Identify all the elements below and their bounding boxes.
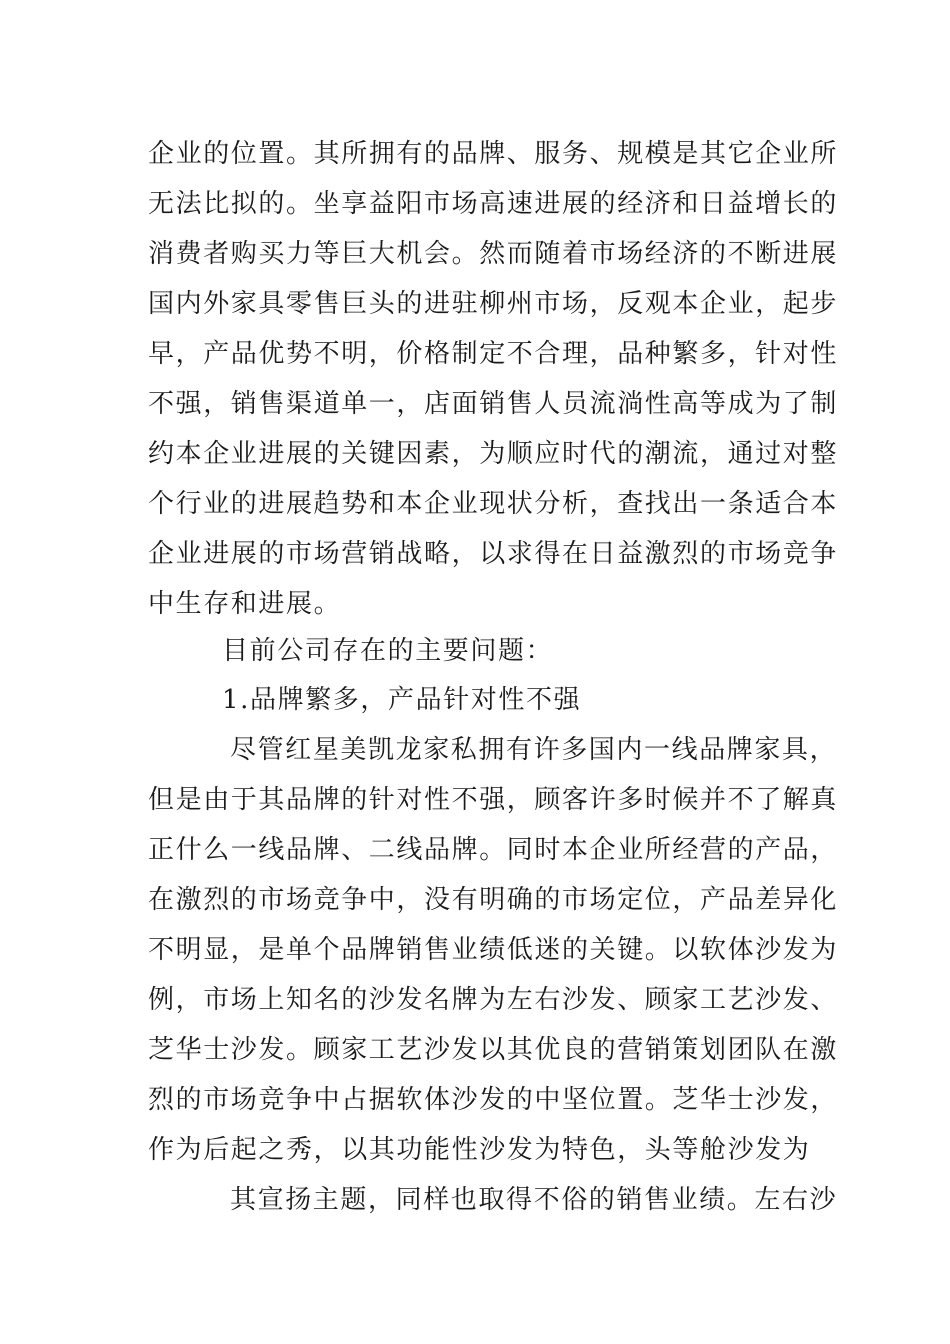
- section-heading: 目前公司存在的主要问题：: [222, 636, 554, 666]
- paragraph-line: 消费者购买力等巨大机会。然而随着市场经济的不断进展: [148, 239, 839, 269]
- paragraph-line: 约本企业进展的关键因素，为顺应时代的潮流，通过对整: [148, 439, 839, 469]
- paragraph-line: 个行业的进展趋势和本企业现状分析，查找出一条适合本: [148, 489, 839, 519]
- paragraph-line: 烈的市场竞争中占据软体沙发的中坚位置。芝华士沙发，: [148, 1085, 839, 1115]
- paragraph-line: 但是由于其品牌的针对性不强，顾客许多时候并不了解真: [148, 785, 839, 815]
- paragraph-line: 国内外家具零售巨头的进驻柳州市场，反观本企业，起步: [148, 289, 839, 319]
- paragraph-line: 不强，销售渠道单一，店面销售人员流淌性高等成为了制: [148, 389, 839, 419]
- paragraph-line: 芝华士沙发。顾家工艺沙发以其优良的营销策划团队在激: [148, 1035, 839, 1065]
- paragraph-line: 在激烈的市场竞争中，没有明确的市场定位，产品差异化: [148, 885, 839, 915]
- list-item-heading: 1.品牌繁多，产品针对性不强: [222, 685, 582, 715]
- paragraph-line: 早，产品优势不明，价格制定不合理，品种繁多，针对性: [148, 339, 839, 369]
- paragraph-line: 正什么一线品牌、二线品牌。同时本企业所经营的产品，: [148, 835, 839, 865]
- paragraph-line: 例，市场上知名的沙发名牌为左右沙发、顾家工艺沙发、: [148, 985, 839, 1015]
- paragraph-line: 尽管红星美凯龙家私拥有许多国内一线品牌家具，: [230, 735, 838, 765]
- paragraph-line: 企业进展的市场营销战略，以求得在日益激烈的市场竞争: [148, 539, 839, 569]
- paragraph-line: 企业的位置。其所拥有的品牌、服务、规模是其它企业所: [148, 139, 839, 169]
- paragraph-line: 不明显，是单个品牌销售业绩低迷的关键。以软体沙发为: [148, 935, 839, 965]
- paragraph-line: 无法比拟的。坐享益阳市场高速进展的经济和日益增长的: [148, 189, 839, 219]
- paragraph-line: 作为后起之秀，以其功能性沙发为特色，头等舱沙发为: [148, 1135, 811, 1165]
- paragraph-line: 其宣扬主题，同样也取得不俗的销售业绩。左右沙: [230, 1185, 838, 1215]
- paragraph-line: 中生存和进展。: [148, 589, 342, 619]
